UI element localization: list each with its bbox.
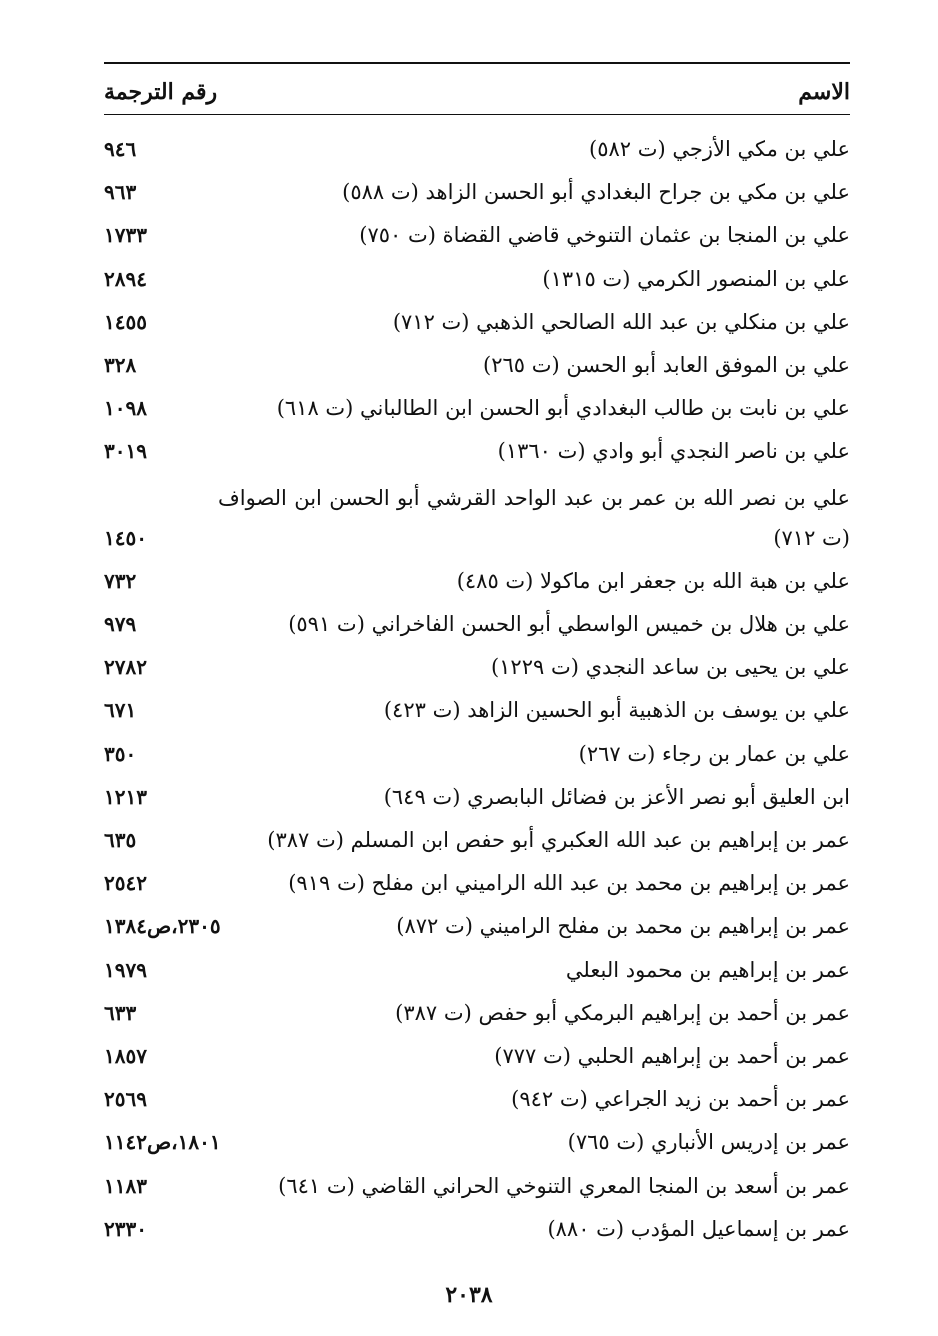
entry-name: علي بن يوسف بن الذهبية أبو الحسين الزاهد (ت ٤٢٣) [383, 698, 850, 723]
entry-name: عمر بن أحمد بن إبراهيم الحلبي (ت ٧٧٧) [494, 1043, 850, 1068]
index-entry-row [104, 689, 850, 732]
top-rule [104, 62, 850, 64]
entry-name: علي بن يحيى بن ساعد النجدي (ت ١٢٢٩) [490, 655, 850, 680]
index-entry-row [104, 1078, 850, 1121]
name-column-header: الاسم [798, 79, 850, 105]
index-entry-row [104, 128, 850, 171]
entry-biography-number: ٣٥٠ [104, 741, 137, 766]
entry-name: عمر بن إبراهيم بن عبد الله العكبري أبو حفص ابن المسلم (ت ٣٨٧) [267, 828, 850, 852]
entry-name: عمر بن إدريس الأنباري (ت ٧٦٥) [567, 1130, 850, 1155]
entry-biography-number: ٦٧١ [104, 698, 137, 723]
entry-name: علي بن عمار بن رجاء (ت ٢٦٧) [578, 741, 850, 766]
index-entry-row [104, 430, 850, 473]
entry-biography-number: ٩٧٩ [104, 612, 137, 637]
index-entry-row [104, 1165, 850, 1208]
index-entry-row [104, 819, 850, 862]
entry-biography-number: ٢٥٤٢ [104, 871, 147, 896]
entry-biography-number: ٦٣٣ [104, 1000, 137, 1025]
entry-biography-number: ٣٠١٩ [104, 439, 147, 464]
index-entry-row [104, 603, 850, 646]
entry-name: عمر بن أحمد بن زيد الجراعي (ت ٩٤٢) [511, 1087, 850, 1112]
index-entry-row [104, 474, 850, 560]
entry-biography-number: ١٤٥٠ [104, 525, 147, 550]
index-entry-row [104, 1208, 850, 1251]
entry-biography-number: ٢٨٩٤ [104, 266, 147, 291]
index-entry-row [104, 905, 850, 948]
entry-biography-number: ١٧٣٣ [104, 223, 147, 248]
header-rule [104, 114, 850, 115]
entry-name: عمر بن إبراهيم بن محمود البعلي [565, 957, 850, 982]
entry-biography-number: ١٢١٣ [104, 784, 147, 809]
table-header [104, 72, 850, 112]
index-entry-row [104, 214, 850, 257]
entry-name: عمر بن إسماعيل المؤدب (ت ٨٨٠) [547, 1216, 850, 1241]
entry-name: علي بن الموفق العابد أبو الحسن (ت ٢٦٥) [483, 352, 850, 377]
entry-name: علي بن مكي بن جراح البغدادي أبو الحسن الزاهد (ت ٥٨٨) [342, 180, 850, 205]
index-entry-row [104, 862, 850, 905]
entry-name: ابن العليق أبو نصر الأعز بن فضائل البابصري (ت ٦٤٩) [383, 784, 850, 809]
entry-name: علي بن منكلي بن عبد الله الصالحي الذهبي (ت ٧١٢) [392, 309, 850, 334]
entry-name: عمر بن إبراهيم بن محمد بن عبد الله الراميني ابن مفلح (ت ٩١٩) [288, 871, 850, 896]
entry-biography-number: ٩٦٣ [104, 180, 137, 205]
index-entry-row [104, 387, 850, 430]
index-entry-row [104, 949, 850, 992]
index-entry-row [104, 646, 850, 689]
entry-name: عمر بن إبراهيم بن محمد بن مفلح الراميني (ت ٨٧٢) [396, 914, 850, 939]
entry-biography-number: ٩٤٦ [104, 136, 137, 161]
entry-biography-number: ٣٢٨ [104, 352, 137, 377]
entry-name: علي بن نابت بن طالب البغدادي أبو الحسن ابن الطالباني (ت ٦١٨) [276, 396, 850, 421]
index-entry-row [104, 776, 850, 819]
entry-biography-number: ٢٣٠٥،ص١٣٨٤ [104, 914, 221, 939]
entry-biography-number: ١٤٥٥ [104, 309, 147, 334]
entry-name: علي بن المنصور الكرمي (ت ١٣١٥) [542, 266, 850, 291]
index-entry-row [104, 992, 850, 1035]
index-entry-row [104, 258, 850, 301]
entry-name: علي بن مكي الأزجي (ت ٥٨٢) [589, 136, 850, 161]
index-entry-row [104, 560, 850, 603]
page-number: ٢٠٣٨ [445, 1282, 493, 1308]
entry-name: علي بن هبة الله بن جعفر ابن ماكولا (ت ٤٨٥) [456, 568, 850, 593]
entry-biography-number: ٢٧٨٢ [104, 655, 147, 680]
entry-name: علي بن نصر الله بن عمر بن عبد الواحد القرشي أبو الحسن ابن الصواف (ت ٧١٢) [218, 485, 850, 550]
entry-name: علي بن هلال بن خميس الواسطي أبو الحسن الفاخراني (ت ٥٩١) [288, 612, 850, 637]
index-entries [104, 128, 850, 1251]
entry-biography-number: ٧٣٢ [104, 568, 137, 593]
entry-name: علي بن المنجا بن عثمان التنوخي قاضي القضاة (ت ٧٥٠) [359, 223, 850, 248]
index-entry-row [104, 733, 850, 776]
index-entry-row [104, 1035, 850, 1078]
entry-name: عمر بن أحمد بن إبراهيم البرمكي أبو حفص (ت ٣٨٧) [395, 1000, 850, 1025]
index-entry-row [104, 171, 850, 214]
entry-biography-number: ٦٣٥ [104, 828, 137, 852]
entry-biography-number: ١٩٧٩ [104, 957, 147, 982]
entry-biography-number: ١٠٩٨ [104, 396, 147, 421]
entry-biography-number: ٢٣٣٠ [104, 1216, 147, 1241]
entry-biography-number: ١٨٥٧ [104, 1043, 147, 1068]
entry-biography-number: ٢٥٦٩ [104, 1087, 147, 1112]
index-entry-row [104, 301, 850, 344]
entry-name: علي بن ناصر النجدي أبو وادي (ت ١٣٦٠) [497, 439, 850, 464]
index-entry-row [104, 344, 850, 387]
number-column-header: رقم الترجمة [104, 79, 218, 105]
index-entry-row [104, 1121, 850, 1164]
entry-biography-number: ١١٨٣ [104, 1173, 147, 1198]
entry-biography-number: ١٨٠١،ص١١٤٢ [104, 1130, 221, 1155]
entry-name: عمر بن أسعد بن المنجا المعري التنوخي الحراني القاضي (ت ٦٤١) [278, 1173, 850, 1198]
